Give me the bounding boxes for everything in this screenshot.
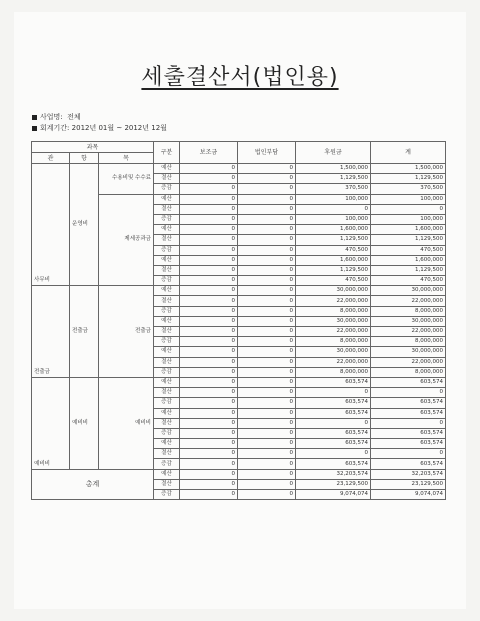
subsidy-cell: 0 (180, 316, 238, 326)
total-cell: 603,574 (371, 408, 446, 418)
mok-label-jese: 제세공과금 (99, 194, 154, 286)
subsidy-cell: 0 (180, 408, 238, 418)
gwan-label-jeonchulgeum: 전출금 (32, 286, 70, 378)
subsidy-cell: 0 (180, 377, 238, 387)
donation-cell: 9,074,074 (296, 490, 371, 500)
total-cell: 22,000,000 (371, 327, 446, 337)
bullet-square-icon (32, 126, 37, 131)
gubun-cell: 결산 (154, 296, 180, 306)
donation-cell: 100,000 (296, 194, 371, 204)
donation-cell: 8,000,000 (296, 367, 371, 377)
gubun-cell: 증감 (154, 184, 180, 194)
mok-label-suyongbi: 수용비및 수수료 (99, 164, 154, 195)
subsidy-cell: 0 (180, 347, 238, 357)
total-cell: 1,129,500 (371, 235, 446, 245)
total-cell: 30,000,000 (371, 286, 446, 296)
donation-cell: 1,600,000 (296, 255, 371, 265)
total-cell: 603,574 (371, 377, 446, 387)
subsidy-cell: 0 (180, 164, 238, 174)
total-cell: 603,574 (371, 428, 446, 438)
gubun-cell: 예산 (154, 439, 180, 449)
donation-cell: 0 (296, 418, 371, 428)
total-cell: 0 (371, 388, 446, 398)
period-line (32, 123, 167, 133)
period-label: 회계기간: (40, 124, 70, 132)
settlement-table (31, 141, 446, 500)
corp-cell: 0 (238, 459, 296, 469)
donation-cell: 603,574 (296, 459, 371, 469)
gubun-cell: 증감 (154, 337, 180, 347)
total-cell: 8,000,000 (371, 367, 446, 377)
gubun-cell: 증감 (154, 306, 180, 316)
subsidy-cell: 0 (180, 490, 238, 500)
subsidy-cell: 0 (180, 479, 238, 489)
corp-cell: 0 (238, 357, 296, 367)
total-cell: 603,574 (371, 439, 446, 449)
corp-cell: 0 (238, 245, 296, 255)
subsidy-cell: 0 (180, 428, 238, 438)
corp-cell: 0 (238, 347, 296, 357)
subsidy-cell: 0 (180, 449, 238, 459)
corp-cell: 0 (238, 439, 296, 449)
subsidy-cell: 0 (180, 367, 238, 377)
subsidy-cell: 0 (180, 255, 238, 265)
subsidy-cell: 0 (180, 265, 238, 275)
subsidy-cell: 0 (180, 357, 238, 367)
total-cell: 1,600,000 (371, 255, 446, 265)
corp-cell: 0 (238, 255, 296, 265)
gubun-cell: 결산 (154, 235, 180, 245)
donation-cell: 32,203,574 (296, 469, 371, 479)
total-cell: 470,500 (371, 245, 446, 255)
subsidy-cell: 0 (180, 174, 238, 184)
donation-cell: 0 (296, 204, 371, 214)
corp-cell: 0 (238, 327, 296, 337)
subsidy-cell: 0 (180, 204, 238, 214)
donation-cell: 1,600,000 (296, 225, 371, 235)
subsidy-cell: 0 (180, 337, 238, 347)
gubun-cell: 예산 (154, 469, 180, 479)
subsidy-cell: 0 (180, 459, 238, 469)
total-cell: 8,000,000 (371, 337, 446, 347)
donation-cell: 100,000 (296, 214, 371, 224)
donation-cell: 0 (296, 449, 371, 459)
header-hang: 항 (70, 153, 99, 164)
donation-cell: 370,500 (296, 184, 371, 194)
corp-cell: 0 (238, 235, 296, 245)
corp-cell: 0 (238, 479, 296, 489)
subsidy-cell: 0 (180, 235, 238, 245)
total-cell: 100,000 (371, 214, 446, 224)
subsidy-cell: 0 (180, 388, 238, 398)
corp-cell: 0 (238, 377, 296, 387)
header-total: 계 (371, 142, 446, 164)
bullet-square-icon (32, 115, 37, 120)
gubun-cell: 예산 (154, 286, 180, 296)
donation-cell: 603,574 (296, 439, 371, 449)
total-cell: 1,500,000 (371, 164, 446, 174)
donation-cell: 30,000,000 (296, 347, 371, 357)
corp-cell: 0 (238, 408, 296, 418)
header-gwan: 관 (32, 153, 70, 164)
header-mok: 목 (99, 153, 154, 164)
total-cell: 30,000,000 (371, 347, 446, 357)
subsidy-cell: 0 (180, 276, 238, 286)
header-corp: 법인부담 (238, 142, 296, 164)
gubun-cell: 예산 (154, 408, 180, 418)
corp-cell: 0 (238, 418, 296, 428)
total-cell: 9,074,074 (371, 490, 446, 500)
hang-label-jeonchulgeum: 전출금 (70, 286, 99, 378)
table-row (32, 164, 446, 174)
header-gubun: 구분 (154, 142, 180, 164)
donation-cell: 22,000,000 (296, 327, 371, 337)
mok-label-jeonchulgeum: 전출금 (99, 286, 154, 378)
gubun-cell: 결산 (154, 388, 180, 398)
total-cell: 1,129,500 (371, 174, 446, 184)
subsidy-cell: 0 (180, 327, 238, 337)
donation-cell: 1,500,000 (296, 164, 371, 174)
gubun-cell: 증감 (154, 245, 180, 255)
business-value: 전체 (67, 113, 81, 121)
corp-cell: 0 (238, 469, 296, 479)
donation-cell: 23,129,500 (296, 479, 371, 489)
table-row (32, 377, 446, 387)
corp-cell: 0 (238, 194, 296, 204)
corp-cell: 0 (238, 286, 296, 296)
table-row (32, 286, 446, 296)
gubun-cell: 결산 (154, 418, 180, 428)
subsidy-cell: 0 (180, 184, 238, 194)
header-subsidy: 보조금 (180, 142, 238, 164)
corp-cell: 0 (238, 164, 296, 174)
total-cell: 470,500 (371, 276, 446, 286)
corp-cell: 0 (238, 174, 296, 184)
gubun-cell: 증감 (154, 459, 180, 469)
donation-cell: 8,000,000 (296, 337, 371, 347)
corp-cell: 0 (238, 296, 296, 306)
table-row (32, 469, 446, 479)
subsidy-cell: 0 (180, 439, 238, 449)
gwan-label-samubi: 사무비 (32, 164, 70, 286)
total-cell: 8,000,000 (371, 306, 446, 316)
donation-cell: 22,000,000 (296, 357, 371, 367)
gubun-cell: 결산 (154, 174, 180, 184)
corp-cell: 0 (238, 490, 296, 500)
donation-cell: 8,000,000 (296, 306, 371, 316)
total-cell: 603,574 (371, 459, 446, 469)
total-cell: 603,574 (371, 398, 446, 408)
corp-cell: 0 (238, 265, 296, 275)
subsidy-cell: 0 (180, 418, 238, 428)
total-cell: 32,203,574 (371, 469, 446, 479)
grand-total-label: 총계 (32, 469, 154, 500)
donation-cell: 470,500 (296, 276, 371, 286)
total-cell: 0 (371, 418, 446, 428)
hang-label-unyeongbi: 운영비 (70, 164, 99, 286)
hang-label-yebibi: 예비비 (70, 377, 99, 469)
corp-cell: 0 (238, 276, 296, 286)
gubun-cell: 예산 (154, 255, 180, 265)
total-cell: 370,500 (371, 184, 446, 194)
gwan-label-yebibi: 예비비 (32, 377, 70, 469)
donation-cell: 0 (296, 388, 371, 398)
corp-cell: 0 (238, 398, 296, 408)
donation-cell: 603,574 (296, 398, 371, 408)
donation-cell: 603,574 (296, 428, 371, 438)
corp-cell: 0 (238, 214, 296, 224)
total-cell: 23,129,500 (371, 479, 446, 489)
subsidy-cell: 0 (180, 296, 238, 306)
gubun-cell: 증감 (154, 367, 180, 377)
donation-cell: 603,574 (296, 377, 371, 387)
corp-cell: 0 (238, 388, 296, 398)
corp-cell: 0 (238, 184, 296, 194)
gubun-cell: 예산 (154, 347, 180, 357)
subsidy-cell: 0 (180, 225, 238, 235)
document-title: 세출결산서(법인용) (141, 65, 339, 90)
total-cell: 0 (371, 449, 446, 459)
corp-cell: 0 (238, 337, 296, 347)
total-cell: 22,000,000 (371, 296, 446, 306)
subsidy-cell: 0 (180, 194, 238, 204)
donation-cell: 1,129,500 (296, 174, 371, 184)
total-cell: 0 (371, 204, 446, 214)
gubun-cell: 예산 (154, 316, 180, 326)
subsidy-cell: 0 (180, 398, 238, 408)
gubun-cell: 예산 (154, 377, 180, 387)
donation-cell: 470,500 (296, 245, 371, 255)
gubun-cell: 결산 (154, 479, 180, 489)
total-cell: 30,000,000 (371, 316, 446, 326)
corp-cell: 0 (238, 428, 296, 438)
gubun-cell: 증감 (154, 490, 180, 500)
donation-cell: 30,000,000 (296, 316, 371, 326)
gubun-cell: 예산 (154, 225, 180, 235)
corp-cell: 0 (238, 306, 296, 316)
gubun-cell: 예산 (154, 164, 180, 174)
total-cell: 1,129,500 (371, 265, 446, 275)
header-account: 과목 (32, 142, 154, 153)
gubun-cell: 결산 (154, 204, 180, 214)
business-label: 사업명: (40, 113, 63, 121)
corp-cell: 0 (238, 367, 296, 377)
total-cell: 1,600,000 (371, 225, 446, 235)
period-value: 2012년 01월 ~ 2012년 12월 (71, 124, 167, 132)
corp-cell: 0 (238, 316, 296, 326)
subsidy-cell: 0 (180, 469, 238, 479)
donation-cell: 603,574 (296, 408, 371, 418)
subsidy-cell: 0 (180, 214, 238, 224)
gubun-cell: 증감 (154, 276, 180, 286)
header-donation: 후원금 (296, 142, 371, 164)
total-cell: 22,000,000 (371, 357, 446, 367)
gubun-cell: 증감 (154, 398, 180, 408)
corp-cell: 0 (238, 204, 296, 214)
donation-cell: 1,129,500 (296, 235, 371, 245)
subsidy-cell: 0 (180, 245, 238, 255)
mok-label-yebibi: 예비비 (99, 377, 154, 469)
donation-cell: 22,000,000 (296, 296, 371, 306)
donation-cell: 30,000,000 (296, 286, 371, 296)
corp-cell: 0 (238, 449, 296, 459)
corp-cell: 0 (238, 225, 296, 235)
gubun-cell: 예산 (154, 194, 180, 204)
donation-cell: 1,129,500 (296, 265, 371, 275)
total-cell: 100,000 (371, 194, 446, 204)
gubun-cell: 결산 (154, 327, 180, 337)
gubun-cell: 결산 (154, 265, 180, 275)
gubun-cell: 결산 (154, 449, 180, 459)
subsidy-cell: 0 (180, 306, 238, 316)
gubun-cell: 증감 (154, 428, 180, 438)
business-line (32, 112, 81, 122)
subsidy-cell: 0 (180, 286, 238, 296)
gubun-cell: 결산 (154, 357, 180, 367)
gubun-cell: 증감 (154, 214, 180, 224)
